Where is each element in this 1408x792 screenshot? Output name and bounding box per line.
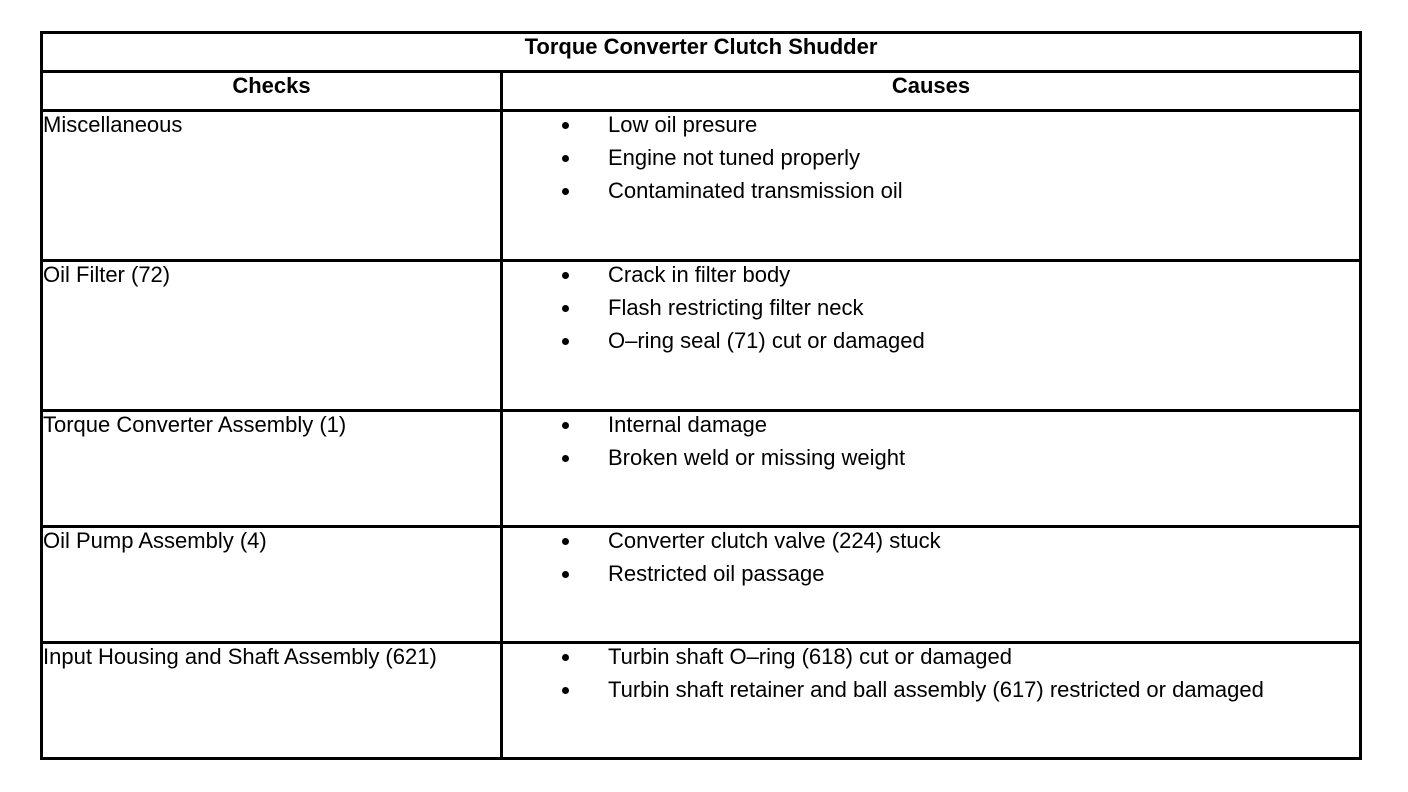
- check-cell: Input Housing and Shaft Assembly (621): [42, 643, 502, 759]
- check-cell: Miscellaneous: [42, 111, 502, 261]
- causes-list: [503, 528, 1359, 594]
- bullet-icon: [562, 122, 569, 129]
- bullet-icon: [562, 338, 569, 345]
- bullet-icon: [562, 455, 569, 462]
- cause-text: Low oil presure: [608, 112, 758, 137]
- cause-text: Crack in filter body: [608, 262, 791, 287]
- table-row: [42, 261, 1361, 411]
- cause-item: [503, 178, 1359, 211]
- causes-cell: [502, 261, 1361, 411]
- cause-text: Turbin shaft retainer and ball assembly (617) restricted or damaged: [608, 677, 1264, 702]
- causes-list: [503, 412, 1359, 478]
- cause-item: [503, 328, 1359, 361]
- diagnosis-table-container: [40, 31, 1359, 760]
- causes-list: [503, 112, 1359, 211]
- diagnosis-table: [40, 31, 1362, 760]
- check-cell: Oil Filter (72): [42, 261, 502, 411]
- causes-cell: [502, 643, 1361, 759]
- cause-text: O–ring seal (71) cut or damaged: [608, 328, 925, 353]
- check-cell: Oil Pump Assembly (4): [42, 527, 502, 643]
- table-title: Torque Converter Clutch Shudder: [42, 33, 1361, 72]
- bullet-icon: [562, 538, 569, 545]
- bullet-icon: [562, 654, 569, 661]
- causes-list: [503, 644, 1359, 710]
- cause-text: Internal damage: [608, 412, 767, 437]
- cause-text: Converter clutch valve (224) stuck: [608, 528, 941, 553]
- cause-item: [503, 412, 1359, 445]
- causes-cell: [502, 411, 1361, 527]
- header-checks: Checks: [42, 72, 502, 111]
- cause-item: [503, 145, 1359, 178]
- cause-item: [503, 445, 1359, 478]
- bullet-icon: [562, 687, 569, 694]
- cause-text: Flash restricting filter neck: [608, 295, 864, 320]
- table-row: [42, 411, 1361, 527]
- bullet-icon: [562, 155, 569, 162]
- cause-text: Contaminated transmission oil: [608, 178, 903, 203]
- causes-cell: [502, 527, 1361, 643]
- bullet-icon: [562, 272, 569, 279]
- table-row: [42, 527, 1361, 643]
- header-causes: Causes: [502, 72, 1361, 111]
- table-row: [42, 111, 1361, 261]
- bullet-icon: [562, 422, 569, 429]
- cause-text: Broken weld or missing weight: [608, 445, 906, 470]
- cause-item: [503, 528, 1359, 561]
- causes-cell: [502, 111, 1361, 261]
- cause-text: Restricted oil passage: [608, 561, 825, 586]
- cause-item: [503, 262, 1359, 295]
- bullet-icon: [562, 571, 569, 578]
- cause-item: [503, 112, 1359, 145]
- header-row: [42, 72, 1361, 111]
- bullet-icon: [562, 188, 569, 195]
- cause-item: [503, 295, 1359, 328]
- title-row: [42, 33, 1361, 72]
- cause-item: [503, 561, 1359, 594]
- cause-text: Turbin shaft O–ring (618) cut or damaged: [608, 644, 1012, 669]
- cause-item: [503, 644, 1359, 677]
- bullet-icon: [562, 305, 569, 312]
- causes-list: [503, 262, 1359, 361]
- cause-item: [503, 677, 1359, 710]
- table-row: [42, 643, 1361, 759]
- cause-text: Engine not tuned properly: [608, 145, 860, 170]
- check-cell: Torque Converter Assembly (1): [42, 411, 502, 527]
- table-body: [42, 111, 1361, 759]
